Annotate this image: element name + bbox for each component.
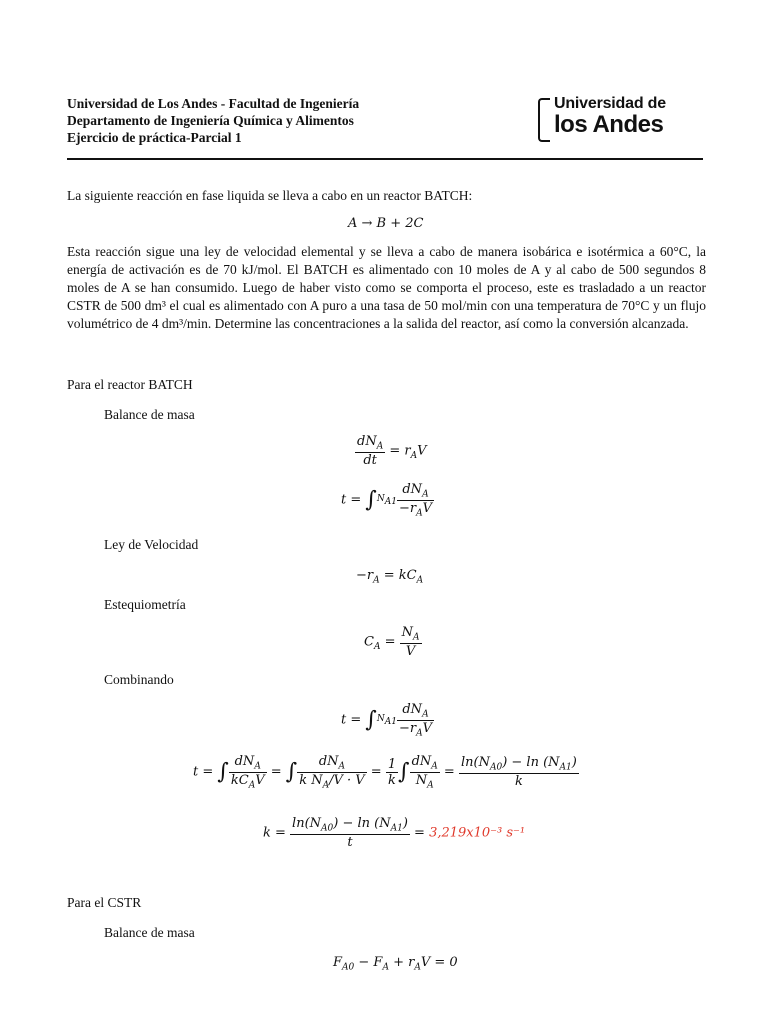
logo-text-bottom: los Andes bbox=[554, 111, 664, 138]
university-logo bbox=[538, 95, 688, 141]
header-line-department: Departamento de Ingeniería Química y Alimentos bbox=[67, 113, 354, 128]
cstr-mass-balance-label: Balance de masa bbox=[104, 925, 195, 940]
eq-combined-integral: $t = \int N_{A1}$ $\frac{dN_A}{-r_AV}$ bbox=[341, 702, 432, 739]
eq-combined-steps: t = ∫ $\frac{dN_A}{kC_AV}$ = ∫ $\frac{dN_A}{k N_A/V \cdot V}$ = $\frac{1}{k}$ ∫ $\frac{dN_A}{N_A}$ = $\frac{\ln(N_{A0}) - \ln (N_{A1})}{k}$ bbox=[193, 754, 577, 791]
section-cstr-title: Para el CSTR bbox=[67, 895, 142, 910]
k-value: 3,219x10⁻³ s⁻¹ bbox=[429, 825, 526, 841]
reaction-equation: A → B + 2C bbox=[348, 216, 424, 231]
eq-stoichiometry: $C_A$ = $\frac{N_A}{V}$ bbox=[364, 625, 420, 659]
eq-cstr-mass-balance: $F_{A0} - F_A + r_AV = 0$ bbox=[333, 955, 458, 973]
batch-mass-balance-label: Balance de masa bbox=[104, 407, 195, 422]
eq-rate-law: $-r_A = kC_A$ bbox=[356, 568, 424, 586]
header-divider bbox=[67, 158, 703, 160]
rate-law-label: Ley de Velocidad bbox=[104, 537, 199, 552]
combining-label: Combinando bbox=[104, 672, 174, 687]
logo-bracket-icon bbox=[538, 98, 550, 142]
section-batch-title: Para el reactor BATCH bbox=[67, 377, 193, 392]
intro-text: La siguiente reacción en fase liquida se lleva a cabo en un reactor BATCH: bbox=[67, 188, 473, 203]
problem-statement: Esta reacción sigue una ley de velocidad elemental y se lleva a cabo de manera isobárica e isotérmica a 60°C, la energía de activación es de 70 kJ/mol. El BATCH es alimentado con 10 moles de A y al cabo de 500 segundos 8 moles de A se han consumido. Luego de haber visto como se comporta el proceso, este es trasladado a un reactor CSTR de 500 dm³ el cual es alimentado con A puro a una tasa de 50 mol/min con una temperatura de 70°C y un flujo volumétrico de 4 dm³/min. Determine las concentraciones a la salida del reactor, así como la conversión alcanzada. bbox=[67, 244, 706, 331]
header-line-exercise: Ejercicio de práctica-Parcial 1 bbox=[67, 130, 242, 145]
eq-k-result: k = $\frac{\ln(N_{A0}) - \ln (N_{A1})}{t}$ = 3,219x10⁻³ s⁻¹ bbox=[263, 816, 526, 850]
stoichiometry-label: Estequiometría bbox=[104, 597, 186, 612]
eq-batch-differential: $\frac{dN_A}{dt}$ = $r_AV$ bbox=[357, 434, 427, 468]
eq-batch-integral: $t = \int N_{A1}$ $\frac{dN_A}{-r_AV}$ bbox=[341, 482, 432, 519]
logo-text-top: Universidad de bbox=[554, 95, 666, 112]
header-line-university: Universidad de Los Andes - Facultad de Ingeniería bbox=[67, 96, 360, 111]
